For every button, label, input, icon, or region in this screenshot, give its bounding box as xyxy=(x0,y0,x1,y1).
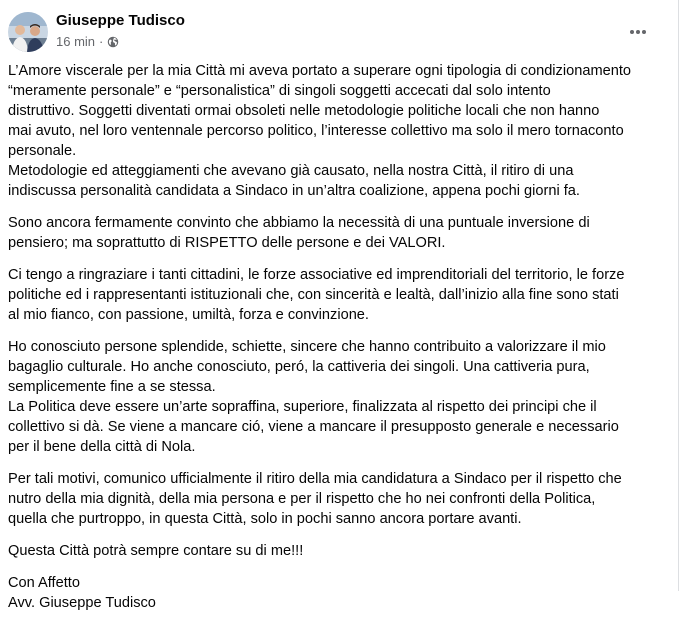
post-header xyxy=(8,10,662,54)
text-line: pensiero; ma soprattutto di RISPETTO delle persone e dei VALORI. xyxy=(8,235,446,251)
text-line: distruttivo. Soggetti diventati ormai obsoleti nelle metodologie politiche locali che non hanno xyxy=(8,103,600,119)
text-line: Avv. Giuseppe Tudisco xyxy=(8,595,156,611)
paragraph xyxy=(8,61,668,201)
text-line: Con Affetto xyxy=(8,575,80,591)
text-line: Per tali motivi, comunico ufficialmente il ritiro della mia candidatura a Sindaco per il rispetto che xyxy=(8,471,622,487)
more-options-icon xyxy=(628,22,648,42)
text-line: indiscussa personalità candidata a Sindaco in un’altra coalizione, appena pochi giorni fa. xyxy=(8,183,580,199)
signature xyxy=(8,573,668,613)
text-line: quella che purtroppo, in questa Città, solo in pochi sanno ancora portare avanti. xyxy=(8,511,522,527)
avatar[interactable] xyxy=(8,12,48,52)
paragraph xyxy=(8,469,668,529)
text-line: semplicemente fine a se stessa. xyxy=(8,379,216,395)
paragraph xyxy=(8,265,668,325)
meta-separator: · xyxy=(99,34,104,49)
post-text xyxy=(8,61,668,625)
paragraph xyxy=(8,541,668,561)
post-timestamp[interactable]: 16 min xyxy=(56,34,96,49)
text-line: politiche ed i rappresentanti istituzionali che, con sincerità e lealtà, dall’inizio alla fine sono stati xyxy=(8,287,619,303)
text-line: Ho conosciuto persone splendide, schiette, sincere che hanno contribuito a valorizzare il mio xyxy=(8,339,606,355)
avatar-image xyxy=(8,12,48,52)
text-line: collettivo si dà. Se viene a mancare ció, viene a mancare il presupposto generale e necessario xyxy=(8,419,619,435)
text-line: Metodologie ed atteggiamenti che avevano già causato, nella nostra Città, il ritiro di una xyxy=(8,163,574,179)
post-meta xyxy=(56,34,119,49)
text-line: al mio fianco, con passione, umiltà, forza e convinzione. xyxy=(8,307,369,323)
text-line: personale. xyxy=(8,143,77,159)
text-line: L’Amore viscerale per la mia Città mi aveva portato a superare ogni tipologia di condizionamento xyxy=(8,63,631,79)
text-line: Questa Città potrà sempre contare su di me!!! xyxy=(8,543,304,559)
author-name[interactable]: Giuseppe Tudisco xyxy=(56,12,185,29)
text-line: per il bene della città di Nola. xyxy=(8,439,196,455)
more-options-button[interactable] xyxy=(620,14,656,50)
paragraph xyxy=(8,337,668,457)
globe-icon[interactable] xyxy=(107,36,119,48)
text-line: bagaglio culturale. Ho anche conosciuto, peró, la cattiveria dei singoli. Una cattiveria pura, xyxy=(8,359,590,375)
text-line: Sono ancora fermamente convinto che abbiamo la necessità di una puntuale inversione di xyxy=(8,215,590,231)
paragraph xyxy=(8,213,668,253)
text-line: Ci tengo a ringraziare i tanti cittadini, le forze associative ed imprenditoriali del territorio, le forze xyxy=(8,267,625,283)
text-line: “meramente personale” e “personalistica” di singoli soggetti accecati dal solo intento xyxy=(8,83,551,99)
text-line: nutro della mia dignità, della mia persona e per il rispetto che ho nei confronti della Politica, xyxy=(8,491,596,507)
text-line: mai avuto, nel loro ventennale percorso politico, l’interesse collettivo ma solo il mero tornaconto xyxy=(8,123,624,139)
text-line: La Politica deve essere un’arte sopraffina, superiore, finalizzata al rispetto dei principi che il xyxy=(8,399,597,415)
